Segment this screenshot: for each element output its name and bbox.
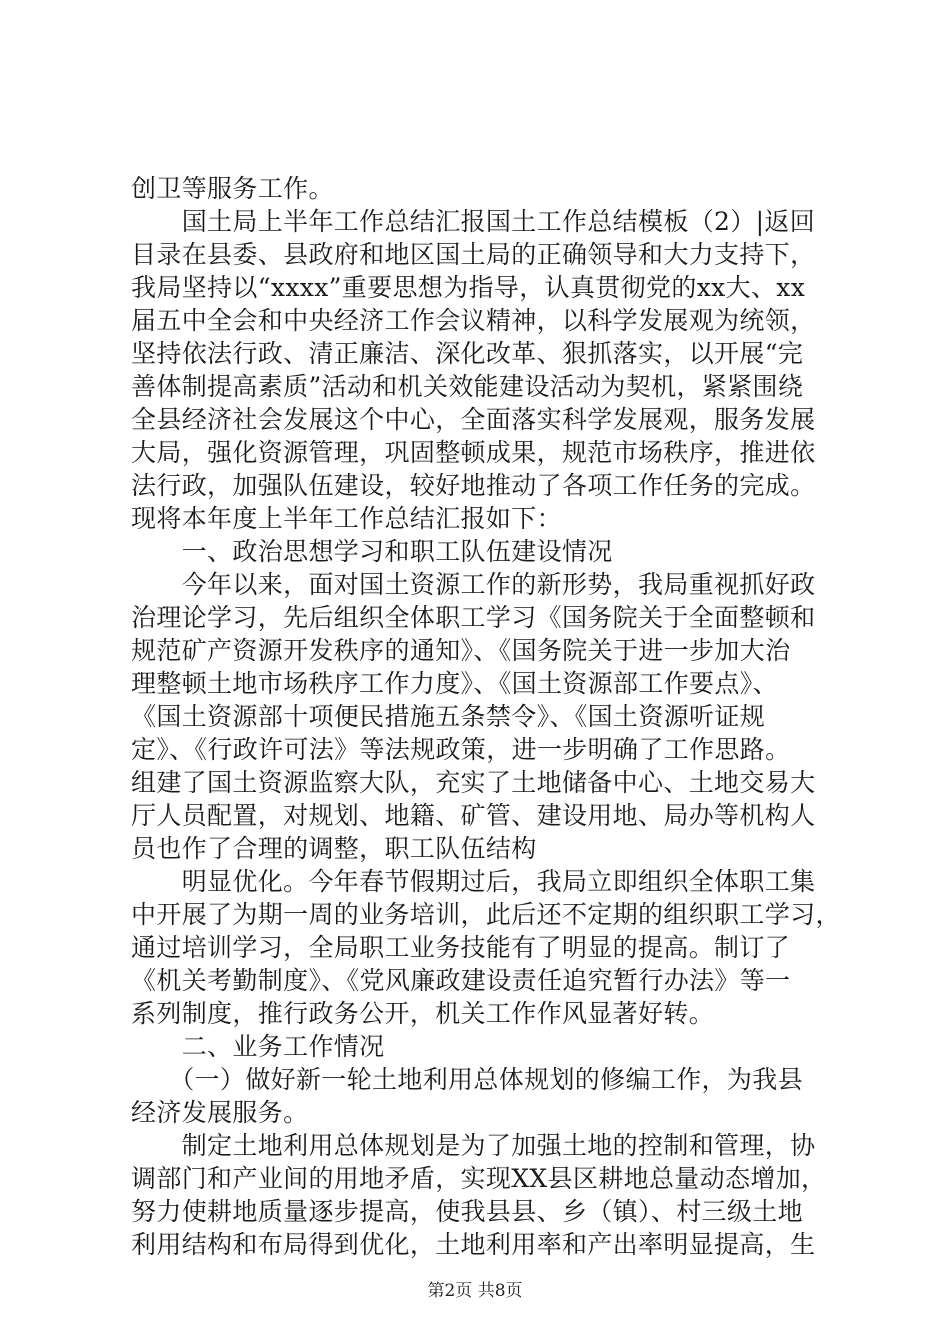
text-line: 届五中全会和中央经济工作会议精神，以科学发展观为统领， xyxy=(131,306,816,335)
text-line: 《国土资源部十项便民措施五条禁令》、《国土资源听证规 xyxy=(131,702,766,731)
text-line: 坚持依法行政、清正廉洁、深化改革、狠抓落实，以开展“完 xyxy=(131,339,804,368)
text-line: 全县经济社会发展这个中心，全面落实科学发展观，服务发展 xyxy=(131,405,816,434)
text-line: 目录在县委、县政府和地区国土局的正确领导和大力支持下， xyxy=(131,240,816,269)
text-line: 通过培训学习，全局职工业务技能有了明显的提高。制订了 xyxy=(131,933,791,962)
text-line: 一、政治思想学习和职工队伍建设情况 xyxy=(131,537,613,566)
text-line: 法行政，加强队伍建设，较好地推动了各项工作任务的完成。 xyxy=(131,471,816,500)
text-line: 善体制提高素质”活动和机关效能建设活动为契机，紧紧围绕 xyxy=(131,372,804,401)
text-line: 调部门和产业间的用地矛盾，实现XX县区耕地总量动态增加， xyxy=(131,1164,827,1193)
text-line: 厅人员配置，对规划、地籍、矿管、建设用地、局办等机构人 xyxy=(131,801,816,830)
text-line: 治理论学习，先后组织全体职工学习《国务院关于全面整顿和 xyxy=(131,603,816,632)
text-line: 规范矿产资源开发秩序的通知》、《国务院关于进一步加大治 xyxy=(131,636,791,665)
text-line: 明显优化。今年春节假期过后，我局立即组织全体职工集 xyxy=(131,867,816,896)
text-line: 我局坚持以“xxxx”重要思想为指导，认真贯彻党的xx大、xx xyxy=(131,273,806,302)
text-line: 理整顿土地市场秩序工作力度》、《国土资源部工作要点》、 xyxy=(131,669,778,698)
text-line: 现将本年度上半年工作总结汇报如下： xyxy=(131,504,562,533)
text-line: 员也作了合理的调整，职工队伍结构 xyxy=(131,834,537,863)
text-line: 国土局上半年工作总结汇报国土工作总结模板（2）|返回 xyxy=(131,207,816,236)
text-line: 大局，强化资源管理，巩固整顿成果，规范市场秩序，推进依 xyxy=(131,438,816,467)
text-line: 经济发展服务。 xyxy=(131,1098,309,1127)
text-line: 系列制度，推行政务公开，机关工作作风显著好转。 xyxy=(131,999,715,1028)
text-line: 二、业务工作情况 xyxy=(131,1032,385,1061)
text-line: （一）做好新一轮土地利用总体规划的修编工作，为我县 xyxy=(131,1065,803,1094)
text-line: 制定土地利用总体规划是为了加强土地的控制和管理，协 xyxy=(131,1131,816,1160)
text-line: 定》、《行政许可法》等法规政策，进一步明确了工作思路。 xyxy=(131,735,791,764)
text-line: 《机关考勤制度》、《党风廉政建设责任追究暂行办法》等一 xyxy=(131,966,791,995)
text-line: 创卫等服务工作。 xyxy=(131,174,334,203)
text-line: 努力使耕地质量逐步提高，使我县县、乡（镇）、村三级土地 xyxy=(131,1197,803,1226)
text-line: 中开展了为期一周的业务培训，此后还不定期的组织职工学习， xyxy=(131,900,841,929)
text-line: 今年以来，面对国土资源工作的新形势，我局重视抓好政 xyxy=(131,570,816,599)
page-footer: 第2页 共8页 xyxy=(427,1281,523,1301)
text-line: 组建了国土资源监察大队，充实了土地储备中心、土地交易大 xyxy=(131,768,816,797)
text-line: 利用结构和布局得到优化，土地利用率和产出率明显提高，生 xyxy=(131,1230,816,1259)
